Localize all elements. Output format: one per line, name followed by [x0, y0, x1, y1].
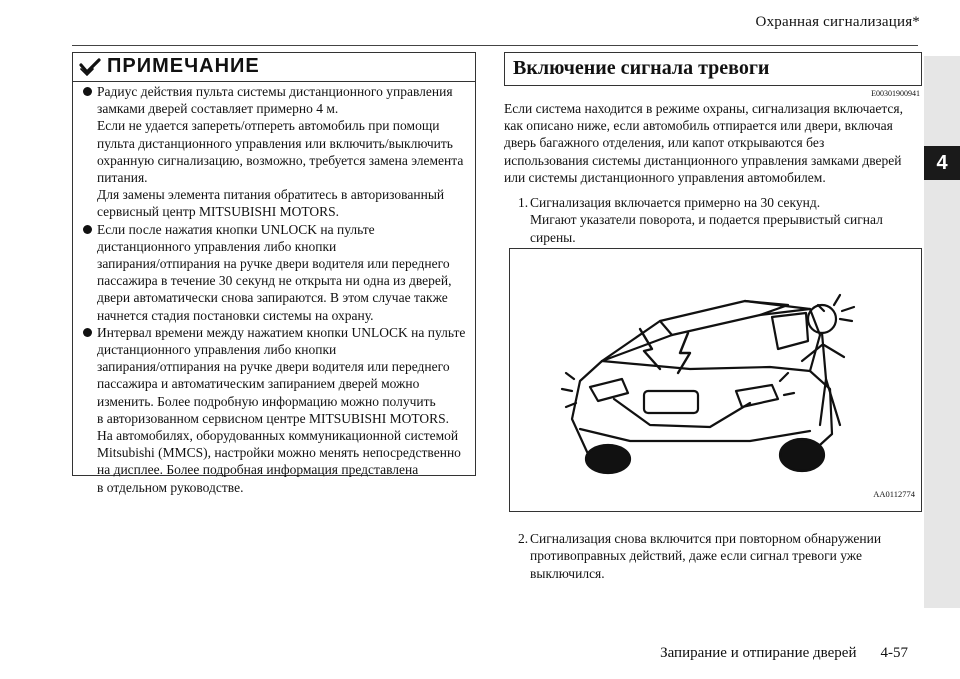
bullet-icon	[83, 328, 92, 337]
note-item	[81, 221, 471, 324]
note-line: сервисный центр MITSUBISHI MOTORS.	[97, 204, 340, 220]
note-item	[81, 83, 471, 221]
car-alarm-drawing	[510, 249, 922, 512]
chapter-side-tab	[924, 56, 960, 608]
step-line: Мигают указатели поворота, и подается прерывистый сигнал	[530, 212, 883, 228]
note-line: Радиус действия пульта системы дистанционного управления	[97, 84, 453, 99]
note-line: Если не удается запереть/отпереть автомобиль при помощи	[97, 118, 440, 134]
left-headlight	[590, 379, 628, 401]
running-header-title: Охранная сигнализация*	[755, 14, 920, 30]
note-line: дистанционного управления либо кнопки	[97, 238, 337, 254]
front-wheel	[586, 445, 630, 473]
note-line: начнется стадия постановки системы на охрану.	[97, 307, 374, 323]
page-footer	[660, 645, 908, 662]
section-intro	[504, 100, 922, 186]
step-line: сирены.	[530, 229, 576, 245]
note-line: дистанционного управления либо кнопки	[97, 342, 337, 358]
header-rule	[72, 45, 918, 46]
note-line: в авторизованном сервисном центре MITSUBISHI MOTORS.	[97, 410, 450, 426]
section-title: Включение сигнала тревоги	[513, 57, 770, 79]
section-heading-box	[504, 52, 922, 86]
note-list	[81, 83, 471, 496]
note-line: На автомобилях, оборудованных коммуникационной системой	[97, 428, 459, 444]
note-line: пульта дистанционного управления или включить/выключить	[97, 135, 453, 151]
right-headlight	[736, 385, 778, 407]
note-line: замками дверей составляет примерно 4 м.	[97, 101, 339, 117]
bullet-icon	[83, 225, 92, 234]
intro-line: дверь багажного отделения, или капот открываются без	[504, 135, 825, 151]
checkmark-icon	[79, 58, 101, 76]
step-line: противоправных действий, даже если сигнал тревоги уже	[530, 548, 862, 564]
note-line: охранную сигнализацию, возможно, требуется замена элемента	[97, 152, 464, 168]
page-number: 4-57	[880, 645, 908, 661]
section-code: E00301900941	[871, 89, 920, 98]
figure-id: AA0112774	[873, 489, 915, 499]
alarm-illustration	[509, 248, 922, 512]
note-line: на дисплее. Более подробная информация представлена	[97, 462, 419, 478]
step-number: 2.	[518, 531, 529, 546]
intro-line: использования системы дистанционного управления замками дверей	[504, 152, 902, 168]
note-title: ПРИМЕЧАНИЕ	[107, 55, 260, 77]
intro-line: как описано ниже, если автомобиль отпирается или двери, включая	[504, 118, 893, 134]
note-line: запирания/отпирания на ручке двери водителя или переднего	[97, 359, 450, 375]
note-line: Для замены элемента питания обратитесь в авторизованный	[97, 187, 445, 203]
intro-line: Если система находится в режиме охраны, сигнализация включается,	[504, 101, 904, 116]
intro-line: или системы дистанционного управления автомобилем.	[504, 169, 826, 185]
note-item	[81, 324, 471, 496]
note-box	[72, 52, 476, 495]
footer-section-name: Запирание и отпирание дверей	[660, 645, 857, 661]
step-line: Сигнализация включается примерно на 30 секунд.	[530, 195, 821, 210]
windshield-outline	[602, 301, 788, 361]
note-header	[73, 53, 475, 82]
rear-wheel	[780, 439, 824, 471]
note-line: пассажира и автоматическим запиранием дверей можно	[97, 376, 420, 392]
bullet-icon	[83, 87, 92, 96]
step-number: 1.	[518, 195, 529, 210]
step-line: Сигнализация снова включится при повторном обнаружении	[530, 531, 882, 546]
note-line: Если после нажатия кнопки UNLOCK на пульте	[97, 221, 375, 237]
step-text	[530, 530, 881, 582]
note-line: изменить. Более подробную информацию можно получить	[97, 393, 436, 409]
note-line: пассажира в течение 30 секунд не открыта ни одна из дверей,	[97, 273, 452, 289]
note-line: Интервал времени между нажатием кнопки UNLOCK на пульте	[97, 324, 466, 340]
siren-bolt-left	[640, 329, 660, 369]
note-line: запирания/отпирания на ручке двери водителя или переднего	[97, 256, 450, 272]
note-line: в отдельном руководстве.	[97, 479, 244, 495]
note-line: двери автоматически снова запираются. В этом случае также	[97, 290, 448, 306]
chapter-number-badge: 4	[924, 146, 960, 180]
step-line: выключился.	[530, 565, 605, 581]
note-line: питания.	[97, 170, 148, 186]
note-line: Mitsubishi (MMCS), настройки можно менять непосредственно	[97, 445, 461, 461]
step-text	[530, 194, 883, 246]
